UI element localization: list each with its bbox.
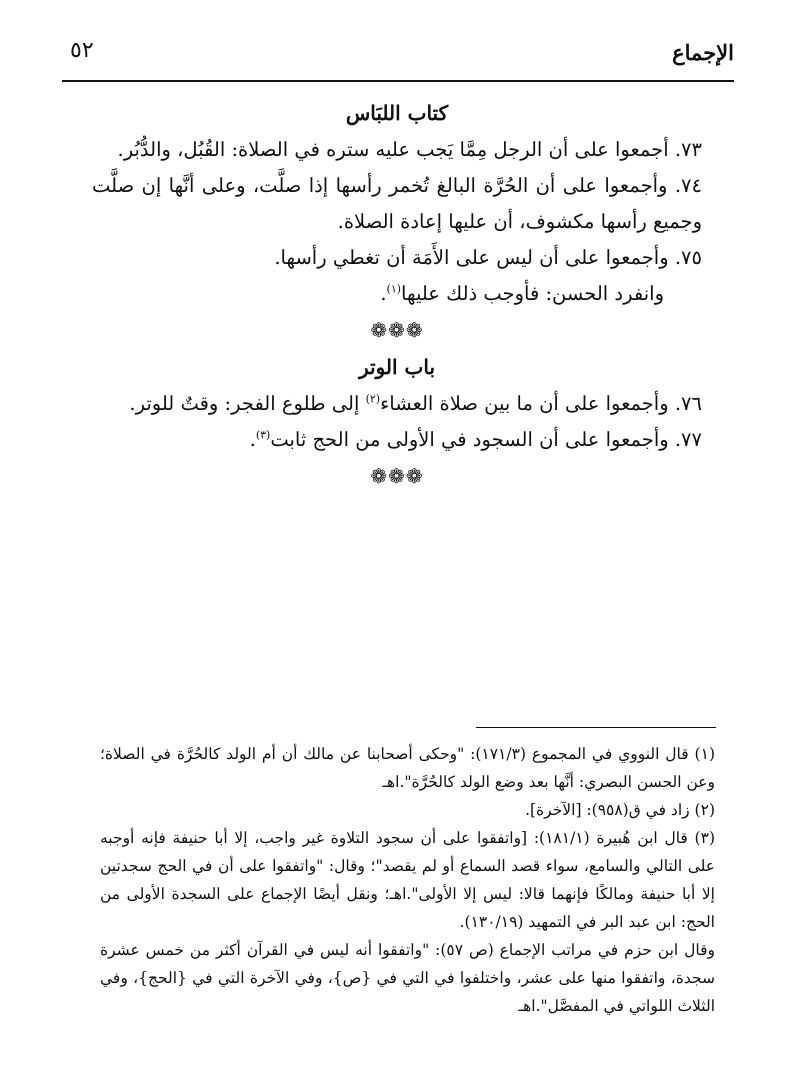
paragraph-76-start: ٧٦. وأجمعوا على أن ما بين صلاة العشاء (380, 392, 702, 415)
book-title: الإجماع (672, 40, 734, 65)
footnote-marker-2[interactable]: (٢) (365, 392, 381, 406)
paragraph-76-end: إلى طلوع الفجر: وقتٌ للوتر. (129, 392, 366, 415)
footnote-2: (٢) زاد في ق(٩٥٨): [الآخرة]. (525, 801, 715, 819)
note-line-text: وانفرد الحسن: فأوجب ذلك عليها (401, 282, 664, 305)
paragraph-77-text: ٧٧. وأجمعوا على أن السجود في الأولى من الحج ثابت (270, 428, 702, 451)
paragraph-74: ٧٤. وأجمعوا على أن الحُرَّة البالغ تُخمر رأسها إذا صلَّت، وعلى أنَّها إن صلَّت وجميع رأسها مكشوف، أن عليها إعادة الصلاة. (92, 174, 702, 233)
paragraph-73: ٧٣. أجمعوا على أن الرجل مِمَّا يَجب عليه ستره في الصلاة: القُبُل، والدُّبُر. (117, 138, 702, 161)
footnote-3: (٣) قال ابن هُبيرة (١٨١/١): [واتفقوا على أن سجود التلاوة غير واجب، إلا أبا حنيفة فإنه أوجبه على التالي والسامع، سواء قصد السماع أو لم يقصد"؛ وقال: "واتفقوا على أن في الحج سجدتين إلا أبا حنيفة ومالكًا فإنهما قالا: ليس إلا الأولى".اهـ؛ ونقل أيضًا الإجماع على السجدة الأولى من الحج: ابن عبد البر في التمهيد (١٣٠/١٩). (100, 829, 715, 931)
footnote-1: (١) قال النووي في المجموع (١٧١/٣): "وحكى أصحابنا عن مالك أن أم الولد كالحُرَّة في الصلاة؛ وعن الحسن البصري: أنَّها بعد وضع الولد كالحُرَّة".اهـ (100, 745, 715, 791)
page-header (62, 36, 734, 76)
paragraph-75: ٧٥. وأجمعوا على أن ليس على الأَمَة أن تغطي رأسها. (274, 246, 702, 269)
page-number: ٥٢ (70, 38, 94, 63)
section-title-witr: باب الوتر (358, 355, 436, 379)
paragraph-76 (92, 386, 702, 422)
footnote-3-continuation: وقال ابن حزم في مراتب الإجماع (ص ٥٧): "واتفقوا أنه ليس في القرآن أكثر من خمس عشرة سجدة، واتفقوا منها على عشر، واختلفوا في التي في {ص}، وفي الآخرة التي في {الحج}، وفي الثلاث اللواتي في المفصَّل".اهـ (100, 941, 715, 1015)
section-title-clothing: كتاب اللبَاس (345, 101, 449, 125)
footnotes (100, 740, 715, 1020)
footnote-marker-3[interactable]: (٣) (255, 428, 271, 442)
note-line-hasan (92, 276, 702, 312)
section-ornament: ❁❁❁ (370, 464, 424, 488)
note-line-end: . (380, 282, 387, 305)
paragraph-77 (92, 422, 702, 458)
footnote-separator (476, 727, 716, 728)
footnote-marker-1[interactable]: (١) (386, 282, 402, 296)
section-ornament: ❁❁❁ (370, 318, 424, 342)
paragraph-77-end: . (249, 428, 256, 451)
header-rule (62, 80, 734, 82)
main-text (92, 94, 702, 494)
